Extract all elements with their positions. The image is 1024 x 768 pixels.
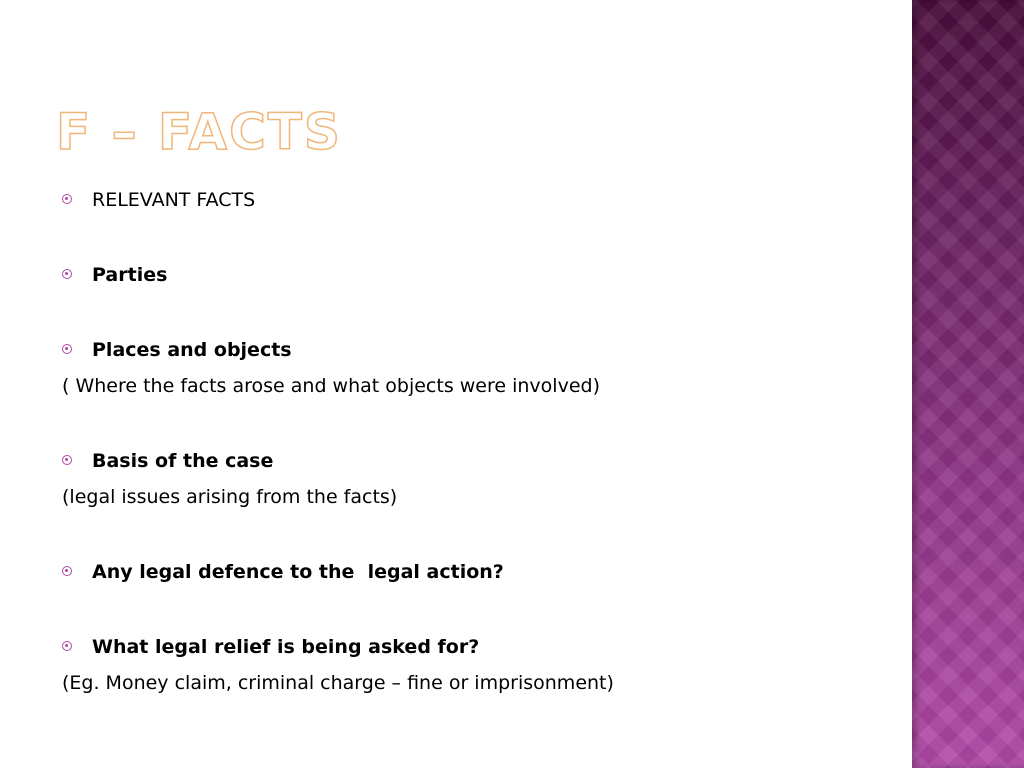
bullet-item-parties — [62, 257, 892, 293]
slide-body — [62, 182, 892, 701]
bullet-note: ( Where the facts arose and what objects were involved) — [62, 375, 600, 397]
bullet-note: (Eg. Money claim, criminal charge – fine or imprisonment) — [62, 672, 614, 694]
bullet-label: What legal relief is being asked for? — [92, 636, 480, 658]
bullet-item-legal-relief — [62, 629, 892, 665]
bullet-icon — [62, 455, 72, 465]
bullet-label: Parties — [92, 264, 168, 286]
bullet-icon — [62, 641, 72, 651]
bullet-label: Any legal defence to the legal action? — [92, 561, 504, 583]
bullet-item-legal-defence — [62, 554, 892, 590]
bullet-item-relevant-facts — [62, 182, 892, 218]
bullet-label: Places and objects — [92, 339, 292, 361]
bullet-icon — [62, 344, 72, 354]
bullet-icon — [62, 566, 72, 576]
bullet-label: RELEVANT FACTS — [92, 189, 256, 211]
bullet-label: Basis of the case — [92, 450, 274, 472]
bullet-icon — [62, 269, 72, 279]
bullet-note: (legal issues arising from the facts) — [62, 486, 398, 508]
slide-title: F – FACTS — [56, 103, 342, 161]
decorative-side-band — [912, 0, 1024, 768]
bullet-icon — [62, 194, 72, 204]
bullet-item-places-and-objects — [62, 332, 892, 368]
bullet-item-basis-of-case — [62, 443, 892, 479]
